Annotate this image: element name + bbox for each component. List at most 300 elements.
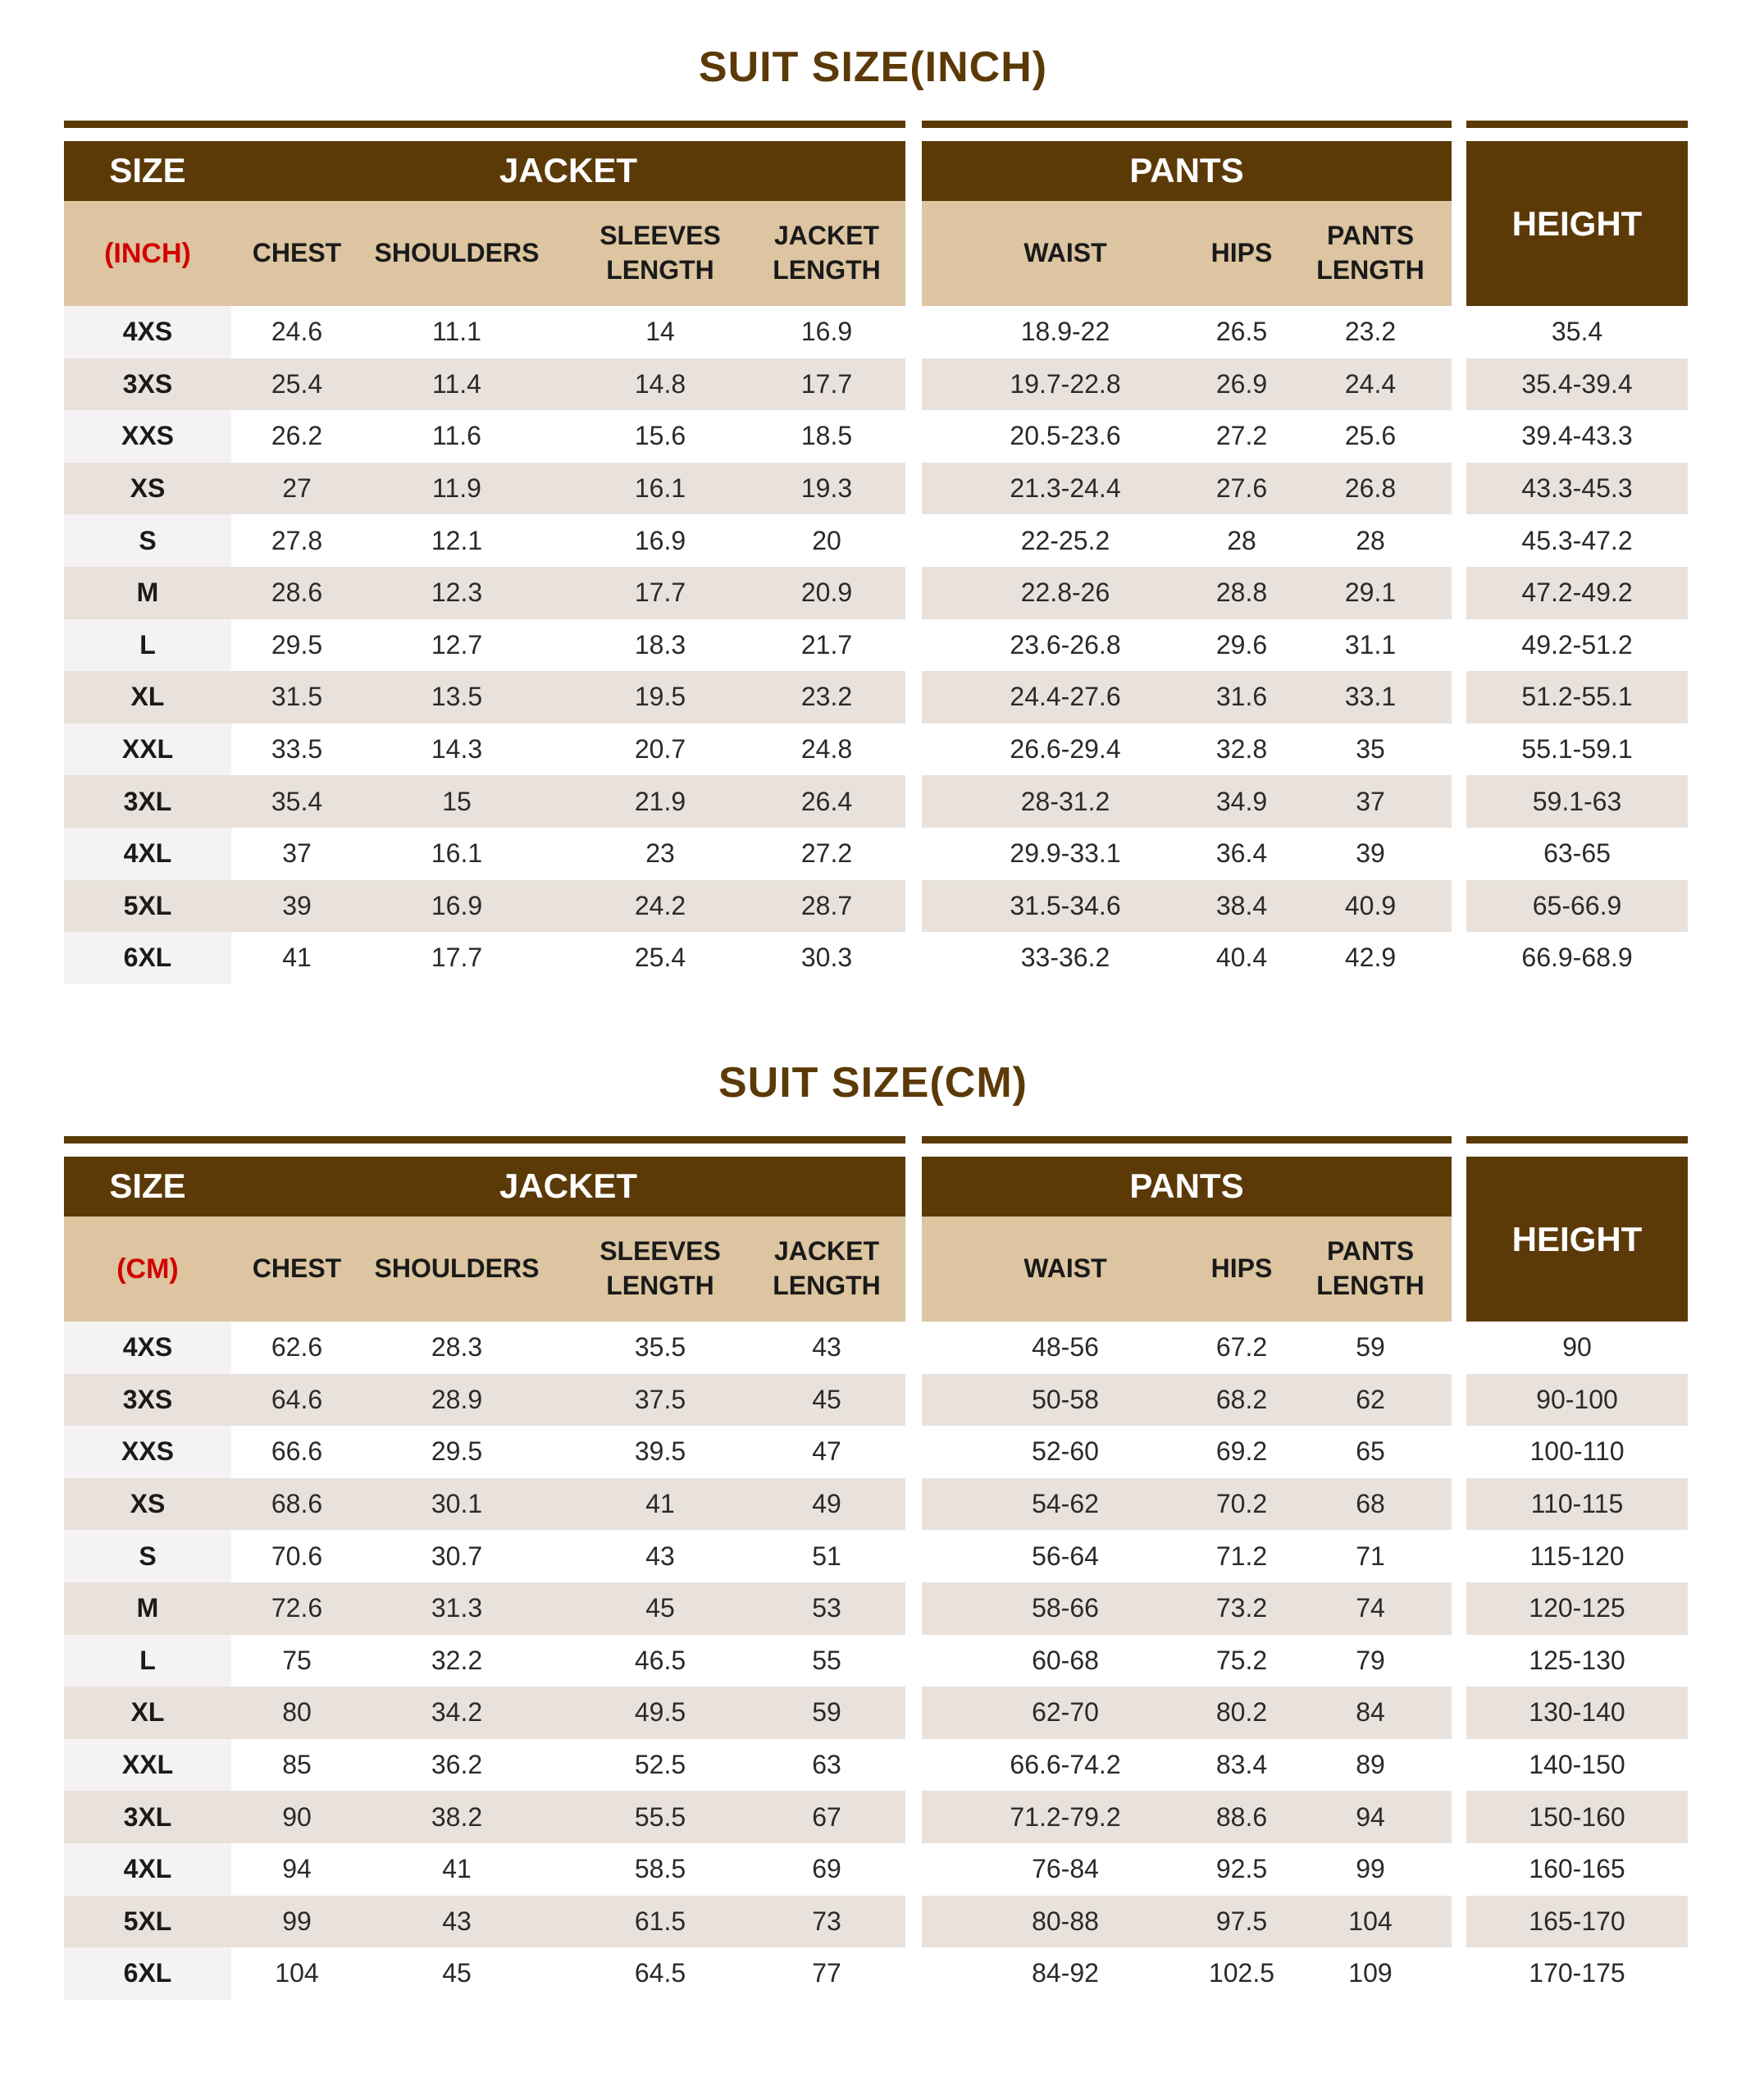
sleeves-length-cell: 15.6: [634, 421, 686, 451]
col-sleeves-length: SLEEVES LENGTH: [599, 221, 721, 285]
waist-cell: 33-36.2: [1020, 943, 1110, 973]
table-row: [922, 567, 1452, 619]
pants-length-cell: 37: [1356, 786, 1385, 816]
size-cell: M: [64, 1582, 231, 1635]
divider: [922, 1136, 1452, 1144]
chest-cell: 64.6: [271, 1384, 323, 1414]
unit-label: (INCH): [104, 237, 191, 269]
pants-length-cell: 109: [1348, 1958, 1393, 1988]
table-row: [1466, 1687, 1688, 1739]
waist-cell: 31.5-34.6: [1010, 890, 1121, 920]
height-cell: 90-100: [1536, 1384, 1618, 1414]
col-pants-length: PANTS LENGTH: [1316, 221, 1425, 285]
table-row: [64, 1635, 905, 1687]
height-cell: 35.4: [1551, 317, 1603, 347]
sleeves-length-cell: 18.3: [634, 629, 686, 660]
hips-cell: 83.4: [1215, 1750, 1268, 1780]
size-cell: S: [64, 514, 231, 567]
waist-cell: 22-25.2: [1020, 525, 1110, 555]
size-cell: 4XL: [64, 828, 231, 880]
table-row: [922, 1843, 1452, 1896]
height-cell: 65-66.9: [1532, 890, 1622, 920]
height-cell: 140-150: [1529, 1750, 1625, 1780]
chest-cell: 33.5: [271, 734, 323, 765]
height-cell: 43.3-45.3: [1521, 473, 1633, 504]
height-cell: 55.1-59.1: [1521, 734, 1633, 765]
size-cell: L: [64, 1635, 231, 1687]
hips-cell: 29.6: [1215, 629, 1268, 660]
table-row: [1466, 410, 1688, 463]
height-block: [1466, 121, 1688, 986]
sleeves-length-cell: 35.5: [634, 1332, 686, 1363]
shoulders-cell: 29.5: [431, 1436, 483, 1467]
waist-cell: 71.2-79.2: [1010, 1801, 1121, 1832]
height-cell: 110-115: [1530, 1489, 1624, 1519]
jacket-column-headers: [64, 1217, 905, 1322]
pants-length-cell: 31.1: [1344, 629, 1397, 660]
table-row: [922, 775, 1452, 828]
waist-cell: 23.6-26.8: [1010, 629, 1121, 660]
height-cell: 115-120: [1529, 1541, 1625, 1571]
size-cell: 3XL: [64, 1791, 231, 1843]
table-row: [922, 1530, 1452, 1582]
table-row: [922, 1635, 1452, 1687]
table-row: [64, 1478, 905, 1531]
pants-length-cell: 40.9: [1344, 890, 1397, 920]
hips-cell: 34.9: [1215, 786, 1268, 816]
pants-length-cell: 79: [1356, 1645, 1385, 1675]
table-row: [1466, 671, 1688, 724]
waist-cell: 84-92: [1032, 1958, 1099, 1988]
table-row: [64, 306, 905, 358]
table-row: [1466, 1478, 1688, 1531]
hips-cell: 32.8: [1215, 734, 1268, 765]
col-shoulders: SHOULDERS: [374, 238, 540, 268]
pants-length-cell: 25.6: [1344, 421, 1397, 451]
waist-cell: 56-64: [1032, 1541, 1099, 1571]
height-cell: 39.4-43.3: [1521, 421, 1633, 451]
pants-length-cell: 65: [1356, 1436, 1385, 1467]
height-cell: 90: [1562, 1332, 1592, 1363]
size-cell: 4XL: [64, 1843, 231, 1896]
table-row: [1466, 358, 1688, 411]
jacket-block: [64, 1136, 905, 2006]
pants-length-cell: 84: [1356, 1697, 1385, 1728]
hips-cell: 31.6: [1215, 682, 1268, 712]
table-row: [922, 1947, 1452, 2000]
hips-cell: 28: [1227, 525, 1256, 555]
chest-cell: 90: [282, 1801, 312, 1832]
table-row: [64, 1582, 905, 1635]
pants-length-cell: 59: [1356, 1332, 1385, 1363]
table-row: [922, 1478, 1452, 1531]
size-cell: 3XS: [64, 1374, 231, 1427]
unit-label: (CM): [116, 1253, 179, 1285]
jacket-length-cell: 20: [812, 525, 841, 555]
size-cell: 4XS: [64, 1322, 231, 1374]
col-hips: HIPS: [1210, 1253, 1273, 1284]
pants-column-headers: [922, 201, 1452, 306]
table-row: [1466, 1843, 1688, 1896]
table-row: [922, 724, 1452, 776]
size-cell: 4XS: [64, 306, 231, 358]
height-cell: 49.2-51.2: [1521, 629, 1633, 660]
table-row: [922, 932, 1452, 984]
shoulders-cell: 30.1: [431, 1489, 483, 1519]
hips-cell: 38.4: [1215, 890, 1268, 920]
sleeves-length-cell: 19.5: [634, 682, 686, 712]
pants-header-band: [922, 141, 1452, 201]
waist-cell: 28-31.2: [1020, 786, 1110, 816]
pants-block: [922, 1136, 1452, 2006]
chest-cell: 85: [282, 1750, 312, 1780]
height-cell: 100-110: [1529, 1436, 1625, 1467]
size-cell: 5XL: [64, 1896, 231, 1948]
jacket-length-cell: 17.7: [800, 368, 853, 399]
table-row: [1466, 1739, 1688, 1792]
jacket-length-cell: 24.8: [800, 734, 853, 765]
hips-cell: 27.6: [1215, 473, 1268, 504]
size-cell: 6XL: [64, 932, 231, 984]
pants-length-cell: 26.8: [1344, 473, 1397, 504]
jacket-length-cell: 67: [812, 1801, 841, 1832]
height-cell: 125-130: [1529, 1645, 1625, 1675]
table-row: [1466, 1322, 1688, 1374]
divider: [922, 121, 1452, 128]
inch-size-chart: [0, 0, 1746, 1001]
size-cell: 3XL: [64, 775, 231, 828]
chest-cell: 31.5: [271, 682, 323, 712]
pants-length-cell: 23.2: [1344, 317, 1397, 347]
shoulders-cell: 16.1: [431, 838, 483, 869]
table-row: [64, 1530, 905, 1582]
divider: [64, 1136, 905, 1144]
hips-cell: 67.2: [1215, 1332, 1268, 1363]
hips-cell: 27.2: [1215, 421, 1268, 451]
height-cell: 165-170: [1529, 1906, 1625, 1936]
table-row: [64, 932, 905, 984]
waist-cell: 20.5-23.6: [1010, 421, 1121, 451]
jacket-length-cell: 16.9: [800, 317, 853, 347]
chest-cell: 37: [282, 838, 312, 869]
col-pants-length: PANTS LENGTH: [1316, 1236, 1425, 1300]
pants-length-cell: 35: [1356, 734, 1385, 765]
height-cell: 59.1-63: [1532, 786, 1622, 816]
height-header: HEIGHT: [1466, 1157, 1688, 1322]
waist-cell: 50-58: [1032, 1384, 1099, 1414]
shoulders-cell: 15: [442, 786, 472, 816]
sleeves-length-cell: 16.1: [634, 473, 686, 504]
pants-header: PANTS: [1129, 151, 1244, 190]
pants-length-cell: 62: [1356, 1384, 1385, 1414]
col-chest: CHEST: [252, 238, 342, 268]
jacket-block: [64, 121, 905, 986]
jacket-length-cell: 59: [812, 1697, 841, 1728]
jacket-length-cell: 51: [812, 1541, 841, 1571]
table-row: [64, 880, 905, 933]
chest-cell: 41: [282, 943, 312, 973]
pants-length-cell: 99: [1356, 1854, 1385, 1884]
chest-cell: 25.4: [271, 368, 323, 399]
pants-length-cell: 89: [1356, 1750, 1385, 1780]
chest-cell: 70.6: [271, 1541, 323, 1571]
jacket-length-cell: 19.3: [800, 473, 853, 504]
chest-cell: 62.6: [271, 1332, 323, 1363]
height-cell: 51.2-55.1: [1521, 682, 1633, 712]
chest-cell: 27: [282, 473, 312, 504]
table-row: [64, 775, 905, 828]
shoulders-cell: 11.6: [432, 421, 481, 451]
table-row: [64, 1896, 905, 1948]
table-row: [1466, 619, 1688, 672]
hips-cell: 68.2: [1215, 1384, 1268, 1414]
sleeves-length-cell: 58.5: [634, 1854, 686, 1884]
pants-block: [922, 121, 1452, 986]
shoulders-cell: 11.9: [432, 473, 481, 504]
waist-cell: 54-62: [1032, 1489, 1099, 1519]
chest-cell: 68.6: [271, 1489, 323, 1519]
divider: [1466, 121, 1688, 128]
table-row: [922, 1582, 1452, 1635]
size-cell: XXS: [64, 410, 231, 463]
sleeves-length-cell: 37.5: [634, 1384, 686, 1414]
table-row: [1466, 724, 1688, 776]
hips-cell: 70.2: [1215, 1489, 1268, 1519]
hips-cell: 71.2: [1215, 1541, 1268, 1571]
pants-length-cell: 29.1: [1344, 578, 1397, 608]
hips-cell: 102.5: [1208, 1958, 1275, 1988]
table-row: [1466, 1791, 1688, 1843]
table-row: [64, 514, 905, 567]
table-row: [922, 514, 1452, 567]
shoulders-cell: 31.3: [431, 1593, 483, 1623]
chest-cell: 104: [275, 1958, 319, 1988]
pants-length-cell: 68: [1356, 1489, 1385, 1519]
sleeves-length-cell: 17.7: [634, 578, 686, 608]
col-jacket-length: JACKET LENGTH: [773, 221, 881, 285]
pants-length-cell: 24.4: [1344, 368, 1397, 399]
sleeves-length-cell: 55.5: [634, 1801, 686, 1832]
sleeves-length-cell: 52.5: [634, 1750, 686, 1780]
size-cell: S: [64, 1530, 231, 1582]
table-row: [64, 1947, 905, 2000]
shoulders-cell: 45: [442, 1958, 472, 1988]
height-cell: 130-140: [1529, 1697, 1625, 1728]
hips-cell: 75.2: [1215, 1645, 1268, 1675]
table-row: [1466, 567, 1688, 619]
shoulders-cell: 34.2: [431, 1697, 483, 1728]
table-row: [1466, 1374, 1688, 1427]
table-row: [922, 1374, 1452, 1427]
table-row: [64, 1739, 905, 1792]
jacket-header-band: [64, 1157, 905, 1217]
waist-cell: 19.7-22.8: [1010, 368, 1121, 399]
pants-length-cell: 39: [1356, 838, 1385, 869]
shoulders-cell: 12.3: [431, 578, 483, 608]
chest-cell: 94: [282, 1854, 312, 1884]
sleeves-length-cell: 16.9: [634, 525, 686, 555]
jacket-length-cell: 73: [812, 1906, 841, 1936]
table-row: [64, 1426, 905, 1478]
shoulders-cell: 11.4: [432, 368, 481, 399]
sleeves-length-cell: 20.7: [634, 734, 686, 765]
jacket-length-cell: 45: [812, 1384, 841, 1414]
sleeves-length-cell: 49.5: [634, 1697, 686, 1728]
sleeves-length-cell: 61.5: [634, 1906, 686, 1936]
shoulders-cell: 14.3: [431, 734, 483, 765]
sleeves-length-cell: 21.9: [634, 786, 686, 816]
size-cell: 5XL: [64, 880, 231, 933]
hips-cell: 80.2: [1215, 1697, 1268, 1728]
table-row: [1466, 828, 1688, 880]
hips-cell: 88.6: [1215, 1801, 1268, 1832]
jacket-length-cell: 27.2: [800, 838, 853, 869]
jacket-header-band: [64, 141, 905, 201]
size-cell: XXS: [64, 1426, 231, 1478]
chart-title: SUIT SIZE(CM): [718, 1059, 1028, 1107]
waist-cell: 76-84: [1032, 1854, 1099, 1884]
divider: [64, 121, 905, 128]
table-row: [922, 410, 1452, 463]
waist-cell: 18.9-22: [1020, 317, 1110, 347]
jacket-length-cell: 26.4: [800, 786, 853, 816]
hips-cell: 73.2: [1215, 1593, 1268, 1623]
shoulders-cell: 16.9: [431, 890, 483, 920]
table-row: [922, 358, 1452, 411]
waist-cell: 80-88: [1032, 1906, 1099, 1936]
height-cell: 63-65: [1543, 838, 1611, 869]
table-row: [64, 1322, 905, 1374]
height-block: [1466, 1136, 1688, 2006]
sleeves-length-cell: 41: [645, 1489, 675, 1519]
height-cell: 160-165: [1529, 1854, 1625, 1884]
col-waist: WAIST: [1023, 238, 1107, 268]
size-cell: XS: [64, 1478, 231, 1531]
table-row: [1466, 1530, 1688, 1582]
table-row: [922, 828, 1452, 880]
jacket-length-cell: 53: [812, 1593, 841, 1623]
chart-title: SUIT SIZE(INCH): [698, 43, 1048, 91]
shoulders-cell: 36.2: [431, 1750, 483, 1780]
table-row: [1466, 1582, 1688, 1635]
jacket-length-cell: 77: [812, 1958, 841, 1988]
jacket-length-cell: 30.3: [800, 943, 853, 973]
shoulders-cell: 28.9: [431, 1384, 483, 1414]
pants-length-cell: 33.1: [1344, 682, 1397, 712]
size-cell: XS: [64, 463, 231, 515]
size-cell: 3XS: [64, 358, 231, 411]
table-row: [922, 671, 1452, 724]
sleeves-length-cell: 64.5: [634, 1958, 686, 1988]
chest-cell: 29.5: [271, 629, 323, 660]
size-cell: XL: [64, 671, 231, 724]
chest-cell: 72.6: [271, 1593, 323, 1623]
size-header: SIZE: [109, 1166, 186, 1206]
shoulders-cell: 11.1: [432, 317, 481, 347]
pants-length-cell: 71: [1356, 1541, 1385, 1571]
table-row: [922, 1896, 1452, 1948]
jacket-length-cell: 43: [812, 1332, 841, 1363]
chest-cell: 24.6: [271, 317, 323, 347]
hips-cell: 69.2: [1215, 1436, 1268, 1467]
table-row: [1466, 775, 1688, 828]
table-row: [64, 567, 905, 619]
height-header: HEIGHT: [1466, 141, 1688, 306]
table-row: [922, 1687, 1452, 1739]
hips-cell: 26.9: [1215, 368, 1268, 399]
shoulders-cell: 12.7: [431, 629, 483, 660]
waist-cell: 22.8-26: [1020, 578, 1110, 608]
table-row: [1466, 514, 1688, 567]
table-row: [1466, 1947, 1688, 2000]
col-sleeves-length: SLEEVES LENGTH: [599, 1236, 721, 1300]
jacket-length-cell: 49: [812, 1489, 841, 1519]
hips-cell: 36.4: [1215, 838, 1268, 869]
size-cell: XXL: [64, 724, 231, 776]
sleeves-length-cell: 43: [645, 1541, 675, 1571]
table-row: [922, 880, 1452, 933]
pants-header-band: [922, 1157, 1452, 1217]
table-row: [1466, 880, 1688, 933]
col-waist: WAIST: [1023, 1253, 1107, 1284]
sleeves-length-cell: 46.5: [634, 1645, 686, 1675]
waist-cell: 58-66: [1032, 1593, 1099, 1623]
chest-cell: 66.6: [271, 1436, 323, 1467]
height-cell: 35.4-39.4: [1521, 368, 1633, 399]
shoulders-cell: 43: [442, 1906, 472, 1936]
jacket-length-cell: 20.9: [800, 578, 853, 608]
chest-cell: 27.8: [271, 525, 323, 555]
sleeves-length-cell: 39.5: [634, 1436, 686, 1467]
waist-cell: 62-70: [1032, 1697, 1099, 1728]
size-cell: M: [64, 567, 231, 619]
table-row: [64, 1791, 905, 1843]
height-cell: 66.9-68.9: [1521, 943, 1633, 973]
jacket-header: JACKET: [499, 1166, 638, 1206]
pants-length-cell: 104: [1348, 1906, 1393, 1936]
hips-cell: 40.4: [1215, 943, 1268, 973]
table-row: [922, 306, 1452, 358]
table-row: [922, 1322, 1452, 1374]
height-cell: 45.3-47.2: [1521, 525, 1633, 555]
pants-length-cell: 74: [1356, 1593, 1385, 1623]
jacket-length-cell: 63: [812, 1750, 841, 1780]
cm-size-chart: [0, 1017, 1746, 2084]
jacket-length-cell: 21.7: [800, 629, 853, 660]
table-row: [64, 358, 905, 411]
table-row: [64, 619, 905, 672]
chest-cell: 99: [282, 1906, 312, 1936]
size-cell: XL: [64, 1687, 231, 1739]
jacket-column-headers: [64, 201, 905, 306]
shoulders-cell: 28.3: [431, 1332, 483, 1363]
hips-cell: 26.5: [1215, 317, 1268, 347]
waist-cell: 24.4-27.6: [1010, 682, 1121, 712]
size-cell: XXL: [64, 1739, 231, 1792]
waist-cell: 29.9-33.1: [1010, 838, 1121, 869]
shoulders-cell: 32.2: [431, 1645, 483, 1675]
chest-cell: 26.2: [271, 421, 323, 451]
table-row: [922, 1739, 1452, 1792]
hips-cell: 97.5: [1215, 1906, 1268, 1936]
divider: [1466, 1136, 1688, 1144]
shoulders-cell: 17.7: [431, 943, 483, 973]
table-row: [1466, 463, 1688, 515]
waist-cell: 60-68: [1032, 1645, 1099, 1675]
table-row: [1466, 1896, 1688, 1948]
table-row: [1466, 306, 1688, 358]
chest-cell: 80: [282, 1697, 312, 1728]
